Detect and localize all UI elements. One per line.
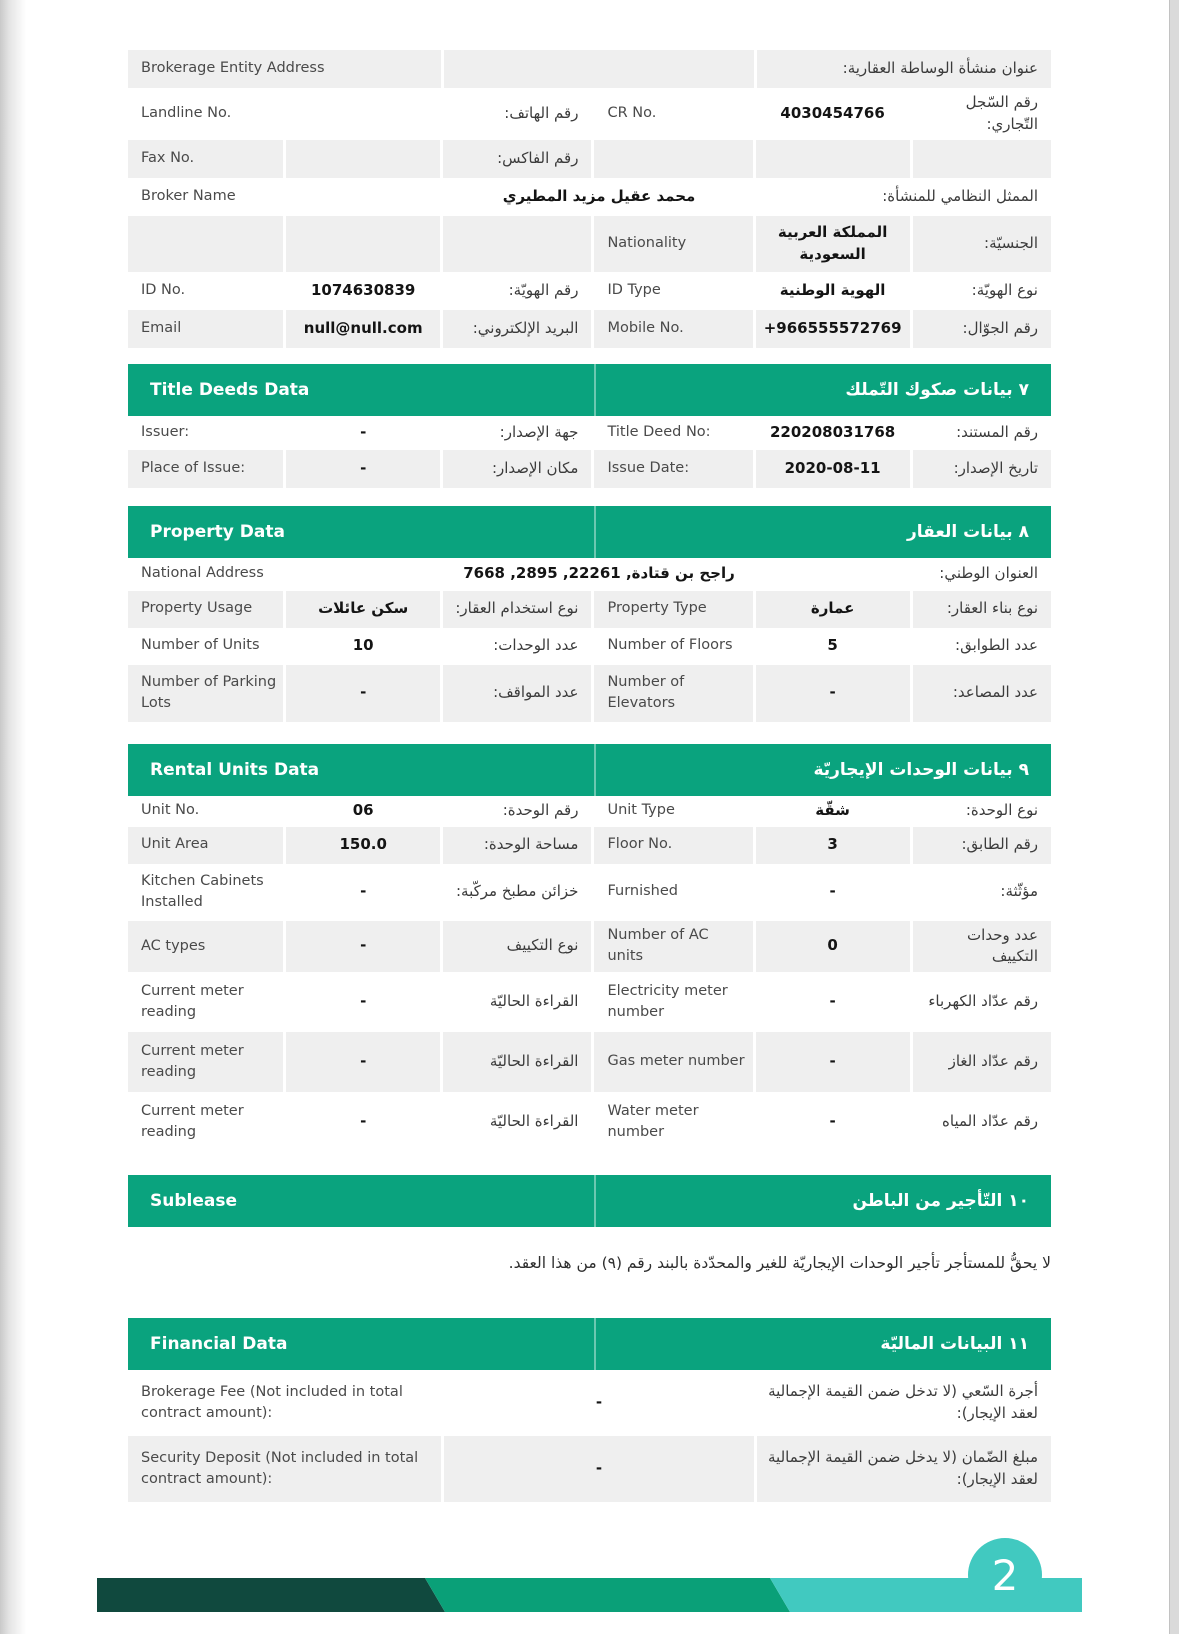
field-value: - xyxy=(286,450,440,488)
field-label-ar: نوع بناء العقار: xyxy=(913,591,1051,628)
field-value: 06 xyxy=(352,801,374,820)
field-label-en: Landline No. xyxy=(141,105,232,122)
table-row xyxy=(128,1092,1051,1152)
field-value: 220208031768 xyxy=(769,422,896,441)
field-label-en: Number of Elevators xyxy=(594,665,752,722)
field-label-en: Issue Date: xyxy=(594,450,752,488)
section-header xyxy=(128,744,1051,796)
field-label-en: Unit No. xyxy=(141,802,200,819)
field-label-ar: عدد وحدات التكييف xyxy=(913,921,1051,973)
field-label-ar: رقم الهويّة: xyxy=(508,280,579,299)
field-label-ar: عدد المواقف: xyxy=(443,665,591,722)
field-label-ar: رقم الهاتف: xyxy=(504,103,579,122)
field-label-en: National Address xyxy=(141,565,264,582)
field-label-en: Gas meter number xyxy=(594,1032,752,1092)
sublease-note: لا يحقُّ للمستأجر تأجير الوحدات الإيجاريّة للغير والمحدّدة بالبند رقم (٩) من هذا العقد. xyxy=(508,1254,1051,1272)
field-label-en: Issuer: xyxy=(141,423,190,440)
field-value: - xyxy=(360,882,367,901)
field-label-ar xyxy=(913,140,1051,178)
section-financial-data xyxy=(128,1318,1051,1502)
field-label-en: Number of Parking Lots xyxy=(128,665,283,722)
table-row xyxy=(128,558,1051,591)
section-header xyxy=(128,1318,1051,1370)
field-value: 4030454766 xyxy=(780,103,885,122)
field-label-ar: نوع الوحدة: xyxy=(965,801,1038,820)
section-title-ar: ٩ بيانات الوحدات الإيجاريّة xyxy=(594,744,1051,796)
field-value: - xyxy=(360,992,367,1011)
field-label-ar: نوع استخدام العقار: xyxy=(443,591,591,628)
field-label-ar: العنوان الوطني: xyxy=(939,564,1038,583)
table-row xyxy=(128,1032,1051,1092)
page-edge-left xyxy=(0,0,26,1634)
table-row xyxy=(128,628,1051,665)
field-label-ar: الجنسيّة: xyxy=(913,216,1051,272)
field-label-ar: الممثل النظامي للمنشأة: xyxy=(882,186,1038,205)
field-label-ar: عنوان منشأة الوساطة العقارية: xyxy=(757,50,1051,88)
field-value: - xyxy=(829,1112,836,1131)
field-label-en: ID No. xyxy=(141,281,186,298)
field-value: 1074630839 xyxy=(310,280,416,299)
field-label-ar: خزائن مطبخ مركّبة: xyxy=(455,882,579,901)
field-value: 10 xyxy=(352,636,374,655)
field-value: - xyxy=(756,665,910,722)
field-value: - xyxy=(829,992,836,1011)
section-title-en: Sublease xyxy=(150,1191,237,1211)
section-rows xyxy=(128,796,1051,1153)
field-label-en: Number of AC units xyxy=(594,921,752,973)
field-value: 2020-08-11 xyxy=(756,450,910,488)
table-row xyxy=(128,416,1051,450)
field-label-en: Current meter reading xyxy=(128,1032,283,1092)
field-value xyxy=(444,50,754,88)
section-title-ar: ٨ بيانات العقار xyxy=(594,506,1051,558)
field-label-ar: عدد المصاعد: xyxy=(913,665,1051,722)
ribbon-segment-dark xyxy=(97,1578,445,1612)
section-property-data xyxy=(128,506,1051,722)
table-row xyxy=(128,50,1051,88)
table-row xyxy=(128,1370,1051,1436)
field-label-en: Current meter reading xyxy=(141,1102,244,1140)
field-label-en: CR No. xyxy=(607,105,657,122)
field-label-ar: القراءة الحاليّة xyxy=(489,992,579,1011)
contract-content xyxy=(128,50,1051,1502)
section-header xyxy=(128,364,1051,416)
section-header xyxy=(128,1175,1051,1227)
field-label-ar: عدد الطوابق: xyxy=(955,636,1038,655)
section-sublease xyxy=(128,1175,1051,1276)
field-label-en: Number of Floors xyxy=(607,637,733,654)
field-label-en: ID Type xyxy=(607,281,661,298)
table-row xyxy=(128,216,1051,272)
table-row xyxy=(128,310,1051,348)
field-label-ar: نوع التكييف xyxy=(443,921,591,973)
table-row xyxy=(128,921,1051,973)
field-label-en: Brokerage Fee (Not included in total contract amount): xyxy=(141,1383,403,1421)
table-row xyxy=(128,140,1051,178)
section-title-en: Title Deeds Data xyxy=(150,379,310,400)
field-label-ar: رقم الطابق: xyxy=(913,827,1051,864)
field-value: 5 xyxy=(827,636,838,655)
field-value: سكن عائلات xyxy=(286,591,440,628)
field-value: الهوية الوطنية xyxy=(779,280,886,299)
broker-contact-table xyxy=(128,50,1051,348)
field-value: 150.0 xyxy=(286,827,440,864)
field-label-ar: تاريخ الإصدار: xyxy=(913,450,1051,488)
field-label-ar: القراءة الحاليّة xyxy=(443,1032,591,1092)
field-label-ar: رقم عدّاد الكهرباء xyxy=(928,992,1038,1011)
footer-ribbon xyxy=(97,1578,1082,1612)
section-rows xyxy=(128,558,1051,722)
field-label-ar: مبلغ الضّمان (لا يدخل ضمن القيمة الإجمالية لعقد الإيجار): xyxy=(757,1436,1051,1502)
field-value: محمد عقيل مزيد المطيري xyxy=(502,186,696,205)
field-value xyxy=(756,140,910,178)
field-label-ar: أجرة السّعي (لا تدخل ضمن القيمة الإجمالية لعقد الإيجار): xyxy=(768,1382,1038,1422)
table-row xyxy=(128,591,1051,628)
field-label-en xyxy=(128,216,283,272)
field-label-en: Property Usage xyxy=(128,591,283,628)
field-label-en: Fax No. xyxy=(128,140,283,178)
field-label-ar: مساحة الوحدة: xyxy=(443,827,591,864)
field-value: راجح بن قتادة, 22261, 2895, 7668 xyxy=(463,564,735,583)
field-label-en: Water meter number xyxy=(607,1102,699,1140)
field-label-en: Nationality xyxy=(594,216,752,272)
field-value xyxy=(286,88,440,140)
field-label-ar: رقم الوحدة: xyxy=(502,801,579,820)
field-value: - xyxy=(444,1436,754,1502)
field-label-ar: رقم الجوّال: xyxy=(913,310,1051,348)
field-label-ar: رقم عدّاد الغاز xyxy=(913,1032,1051,1092)
field-label-en: Current meter reading xyxy=(141,982,244,1020)
table-row xyxy=(128,796,1051,827)
ribbon-segment-mid xyxy=(425,1578,790,1612)
page-number: 2 xyxy=(991,1550,1019,1600)
field-value: - xyxy=(756,1032,910,1092)
table-row xyxy=(128,178,1051,216)
section-title-deeds xyxy=(128,364,1051,488)
field-value: المملكة العربية السعودية xyxy=(756,216,910,272)
table-row xyxy=(128,864,1051,921)
field-value: 0 xyxy=(756,921,910,973)
table-row xyxy=(128,665,1051,722)
page-number-badge xyxy=(968,1538,1042,1612)
field-value xyxy=(286,216,440,272)
section-title-en: Property Data xyxy=(150,521,285,542)
field-value xyxy=(286,140,440,178)
field-label-en: Title Deed No: xyxy=(607,423,711,440)
field-value: null@null.com xyxy=(286,310,440,348)
field-value: عمارة xyxy=(756,591,910,628)
table-row xyxy=(128,827,1051,864)
section-title-en: Financial Data xyxy=(150,1333,288,1354)
field-value: - xyxy=(286,665,440,722)
field-label-ar: نوع الهويّة: xyxy=(971,280,1038,299)
field-label-ar: رقم الفاكس: xyxy=(443,140,591,178)
section-rows xyxy=(128,416,1051,488)
field-label-ar: مؤثّثة: xyxy=(1000,882,1038,901)
table-row xyxy=(128,272,1051,310)
field-label-en: Property Type xyxy=(594,591,752,628)
field-label-ar: القراءة الحاليّة xyxy=(489,1112,579,1131)
field-label-en: Security Deposit (Not included in total contract amount): xyxy=(128,1436,441,1502)
field-label-en: Furnished xyxy=(607,883,678,900)
field-value: - xyxy=(360,422,367,441)
field-label-ar: مكان الإصدار: xyxy=(443,450,591,488)
field-label-ar: البريد الإلكتروني: xyxy=(443,310,591,348)
field-label-en: AC types xyxy=(128,921,283,973)
table-row xyxy=(128,450,1051,488)
table-row xyxy=(128,88,1051,140)
table-row xyxy=(128,1436,1051,1502)
field-label-en: Unit Area xyxy=(128,827,283,864)
field-label-en: Brokerage Entity Address xyxy=(128,50,441,88)
field-label-en: Electricity meter number xyxy=(607,982,728,1020)
field-value: - xyxy=(829,882,836,901)
field-label-en: Broker Name xyxy=(141,187,236,204)
field-value: 3 xyxy=(756,827,910,864)
field-label-en: Unit Type xyxy=(607,802,675,819)
section-header xyxy=(128,506,1051,558)
field-value: - xyxy=(286,1032,440,1092)
section-rows xyxy=(128,1370,1051,1502)
section-rental-units xyxy=(128,744,1051,1153)
field-label-ar: رقم عدّاد المياه xyxy=(942,1112,1038,1131)
field-label-ar: عدد الوحدات: xyxy=(493,636,579,655)
field-label-ar: جهة الإصدار: xyxy=(499,422,579,441)
field-label-ar: رقم المستند: xyxy=(956,422,1038,441)
section-title-en: Rental Units Data xyxy=(150,759,320,780)
field-label-en xyxy=(594,140,752,178)
section-title-ar: ٧ بيانات صكوك التّملك xyxy=(594,364,1051,416)
field-label-en: Mobile No. xyxy=(594,310,752,348)
field-label-en: Kitchen Cabinets Installed xyxy=(141,872,264,910)
page-edge-right xyxy=(1169,0,1179,1634)
field-value: - xyxy=(286,921,440,973)
field-label-en: Floor No. xyxy=(594,827,752,864)
field-label-en: Email xyxy=(128,310,283,348)
section-title-ar: ١٠ التّأجير من الباطن xyxy=(594,1175,1051,1227)
field-value: +966555572769 xyxy=(756,310,910,348)
field-label-ar: رقم السّجل التّجاري: xyxy=(965,93,1038,133)
field-label-ar xyxy=(443,216,591,272)
field-value: - xyxy=(360,1112,367,1131)
field-label-en: Place of Issue: xyxy=(128,450,283,488)
field-value: - xyxy=(595,1392,603,1411)
table-row xyxy=(128,972,1051,1032)
field-label-en: Number of Units xyxy=(141,637,260,654)
field-value: شقّة xyxy=(815,801,850,820)
section-title-ar: ١١ البيانات الماليّة xyxy=(594,1318,1051,1370)
